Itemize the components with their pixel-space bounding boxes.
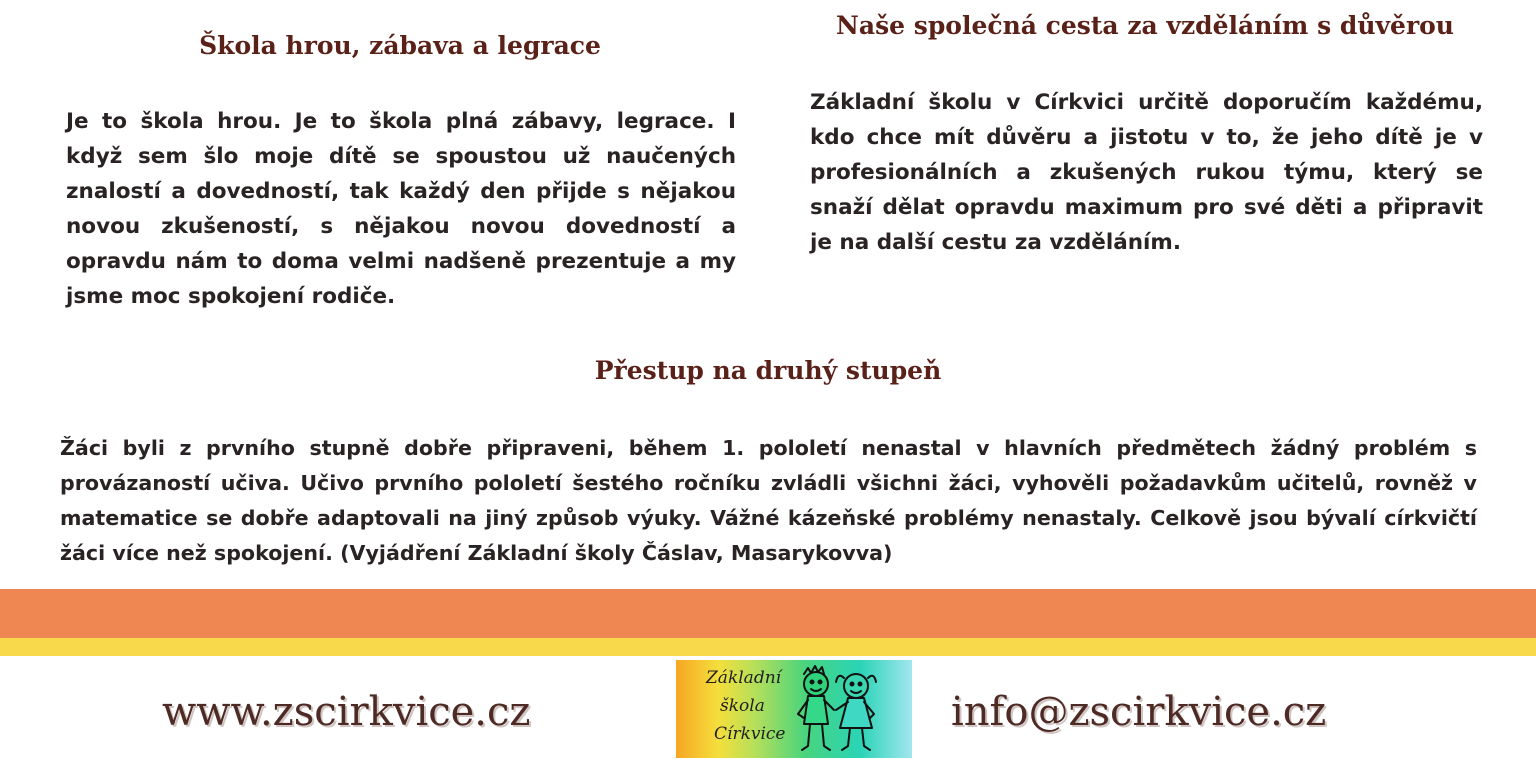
- testimonial-trust-journey: Základní školu v Církvici určitě doporučím každému, kdo chce mít důvěru a jistotu v to, že jeho dítě je v profesionálních a zkušených rukou týmu, který se snaží dělat opravdu maximum pro své děti a připravit je na další cestu za vzděláním.: [810, 90, 1483, 255]
- children-drawing-icon: [786, 662, 886, 756]
- website-link[interactable]: www.zscirkvice.cz: [162, 689, 531, 735]
- testimonial-school-play: Je to škola hrou. Je to škola plná zábavy, legrace. I když sem šlo moje dítě se spoustou už naučených znalostí a dovedností, tak každý den přijde s nějakou novou zkušeností, s nějakou novou dovedností a opravdu nám to doma velmi nadšeně prezentuje a my jsme moc spokojení rodiče.: [66, 109, 736, 309]
- email-link[interactable]: info@zscirkvice.cz: [951, 689, 1327, 735]
- logo-line-2: škola: [720, 696, 765, 716]
- heading-second-stage: Přestup na druhý stupeň: [594, 356, 942, 385]
- heading-trust-journey: Naše společná cesta za vzděláním s důvěrou: [836, 11, 1454, 40]
- logo-line-3: Církvice: [714, 724, 786, 744]
- school-logo: [676, 660, 912, 758]
- testimonial-second-stage: Žáci byli z prvního stupně dobře připraveni, během 1. pololetí nenastal v hlavních předmětech žádný problém s provázaností učiva. Učivo prvního pololetí šestého ročníku zvládli všichni žáci, vyhověli požadavkům učitelů, rovněž v matematice se dobře adaptovali na jiný způsob výuky. Vážné kázeňské problémy nenastaly. Celkově jsou bývalí církvičtí žáci více než spokojení. (Vyjádření Základní školy Čáslav, Masarykovva): [60, 436, 1477, 565]
- orange-band: [0, 589, 1536, 638]
- heading-school-play: Škola hrou, zábava a legrace: [199, 31, 601, 60]
- yellow-band: [0, 638, 1536, 656]
- logo-line-1: Základní: [706, 668, 782, 688]
